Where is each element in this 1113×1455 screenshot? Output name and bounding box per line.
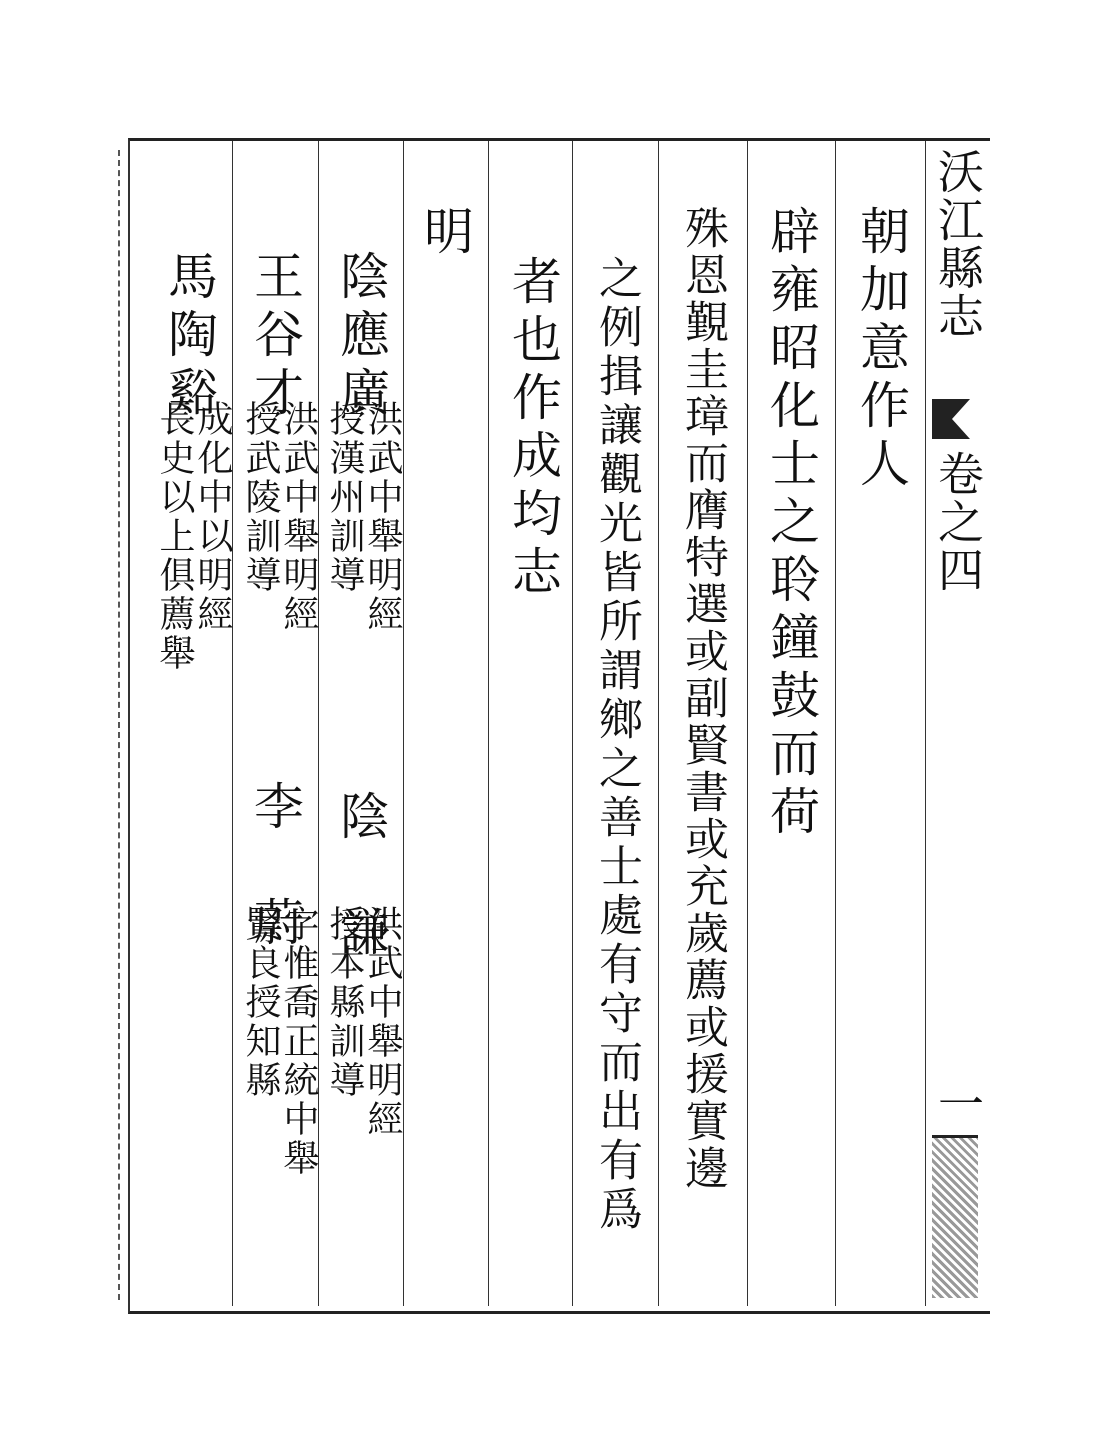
entry-name: 馬陶谿 bbox=[160, 250, 218, 424]
column-rule bbox=[572, 141, 573, 1306]
entry-note: 洪武中舉明經 bbox=[362, 905, 403, 1139]
entry-note: 授漢州訓導 bbox=[324, 400, 365, 595]
entry-note: 洪武中舉明經 bbox=[278, 400, 319, 634]
column-rule bbox=[488, 141, 489, 1306]
entry-note: 成化中以明經 bbox=[192, 400, 233, 634]
page-number: 一 bbox=[931, 1080, 985, 1128]
entry-note: 授本縣訓導 bbox=[324, 905, 365, 1100]
text-column: 朝加意作人 bbox=[852, 205, 910, 495]
binding-edge bbox=[118, 150, 126, 1300]
text-column: 辟雍昭化士之聆鐘鼓而荷 bbox=[762, 205, 820, 843]
entry-note: 字惟喬正統中舉 bbox=[278, 905, 319, 1178]
entry-name: 李 蔚 bbox=[246, 780, 304, 954]
fish-tail-icon bbox=[930, 395, 972, 441]
column-rule bbox=[403, 141, 404, 1306]
decorative-block bbox=[932, 1135, 978, 1298]
entry-name: 王谷才 bbox=[246, 250, 304, 424]
entry-note: 賢良授知縣 bbox=[240, 905, 281, 1100]
text-column: 殊恩覲圭璋而膺特選或副賢書或充歲薦或援實邊 bbox=[677, 205, 728, 1192]
entry-note: 授武陵訓導 bbox=[240, 400, 281, 595]
column-rule bbox=[232, 141, 233, 1306]
dynasty-heading: 明 bbox=[416, 205, 474, 263]
text-column: 之例揖讓觀光皆所謂鄉之善士處有守而出有爲 bbox=[591, 255, 642, 1235]
entry-name: 陰 謙 bbox=[332, 790, 390, 964]
book-title: 沃江縣志 bbox=[931, 148, 985, 340]
entry-note: 長史以上俱薦舉 bbox=[154, 400, 195, 673]
volume-label: 卷之四 bbox=[931, 450, 985, 594]
entry-note: 洪武中舉明經 bbox=[362, 400, 403, 634]
entry-name: 陰應廣 bbox=[332, 250, 390, 424]
column-rule bbox=[925, 141, 926, 1306]
column-rule bbox=[835, 141, 836, 1306]
column-rule bbox=[658, 141, 659, 1306]
column-rule bbox=[747, 141, 748, 1306]
text-column: 者也作成均志 bbox=[504, 255, 562, 603]
